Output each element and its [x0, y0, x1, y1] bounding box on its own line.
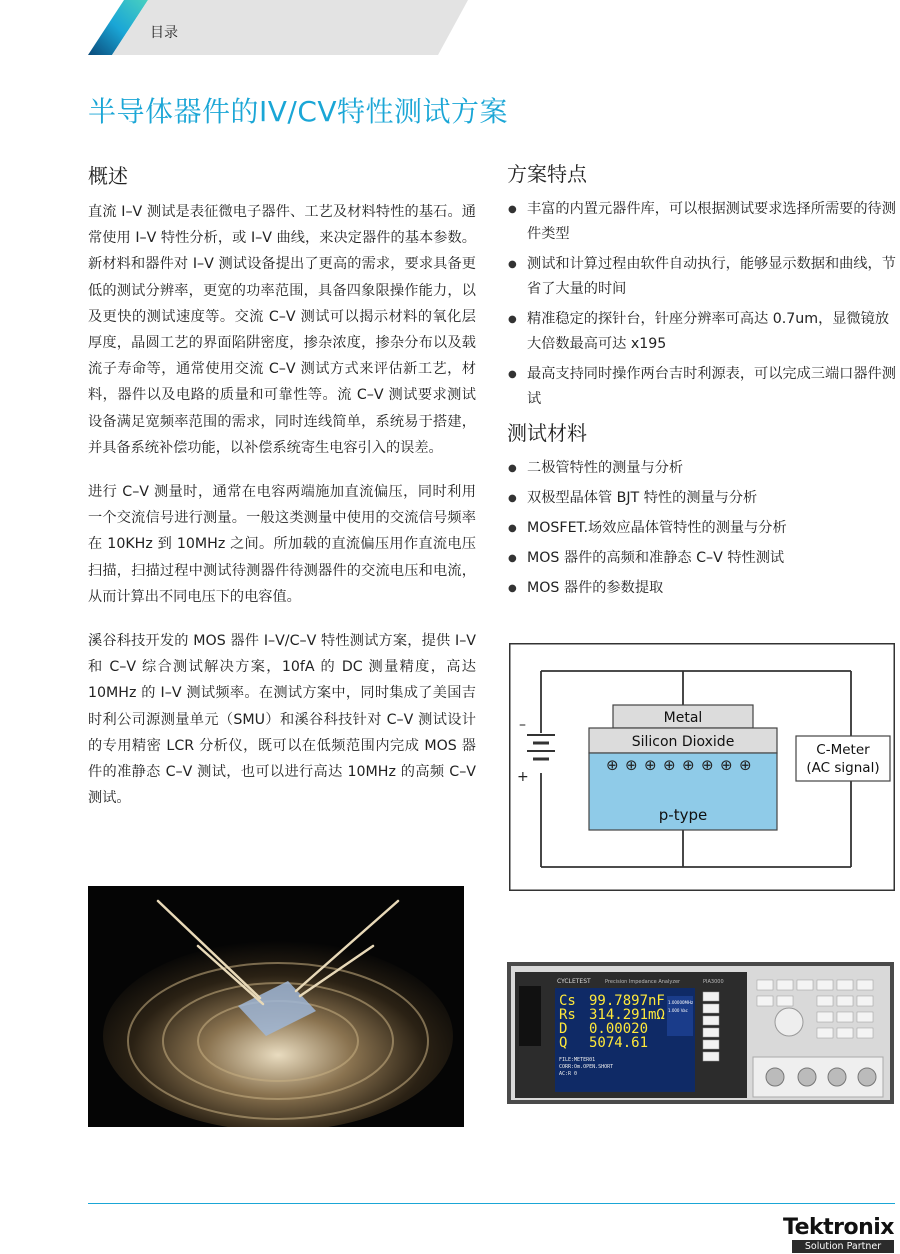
- header-label[interactable]: 目录: [150, 25, 178, 41]
- analyzer-illustration: [507, 962, 894, 1104]
- rs-label: Rs: [559, 1007, 576, 1023]
- footer-rule: [88, 1203, 895, 1204]
- metal-label: Metal: [663, 710, 703, 726]
- charge-icon: ⊕: [625, 756, 638, 774]
- list-item: ● MOSFET.场效应晶体管特性的测量与分析: [507, 516, 899, 541]
- status-line: AC:R 0: [559, 1071, 578, 1077]
- logo-subtitle: Solution Partner: [792, 1240, 894, 1253]
- list-item: ● 精准稳定的探针台，针座分辨率可高达 0.7um，显微镜放大倍数最高可达 x195: [507, 307, 899, 357]
- substrate-label: p-type: [658, 806, 708, 824]
- plus-sign: +: [517, 769, 529, 785]
- analyzer-brand: CYCLETEST: [557, 978, 591, 985]
- status-line: CORR:Om.OPEN.SHORT: [559, 1064, 614, 1070]
- status-line: FILE:METER01: [559, 1057, 596, 1063]
- charge-icon: ⊕: [663, 756, 676, 774]
- side-freq: 1.00000MHz: [668, 1000, 694, 1005]
- charge-icon: ⊕: [720, 756, 733, 774]
- right-column: [507, 158, 899, 606]
- c-meter-label: C-Meter: [816, 742, 870, 758]
- q-value: 5074.61: [589, 1035, 649, 1051]
- mos-cv-diagram: [509, 643, 895, 891]
- oxide-label: Silicon Dioxide: [631, 734, 735, 750]
- cs-value: 99.7897nF: [589, 993, 665, 1009]
- logo-name: Tektronix: [782, 1215, 894, 1240]
- d-label: D: [559, 1021, 568, 1037]
- minus-sign: –: [519, 717, 526, 733]
- list-item: ● 双极型晶体管 BJT 特性的测量与分析: [507, 486, 899, 511]
- header-band: [88, 0, 468, 55]
- charge-icon: ⊕: [606, 756, 619, 774]
- overview-paragraph-2: 进行 C–V 测量时，通常在电容两端施加直流偏压，同时利用一个交流信号进行测量。一般这类测量中使用的交流信号频率在 10KHz 到 10MHz 之间。所加载的直流偏压用作直流电压扫描，扫描过程中测试待测器件待测器件的交流电压和电流，从而计算出不同电压下的电容值。: [88, 484, 476, 605]
- list-item: ● 丰富的内置元器件库，可以根据测试要求选择所需要的待测件类型: [507, 197, 899, 247]
- side-volt: 1.000 Vac: [668, 1008, 688, 1013]
- analyzer-desc: Precision Impedance Analyzer: [605, 979, 681, 985]
- d-value: 0.00020: [589, 1021, 649, 1037]
- charge-icon: ⊕: [682, 756, 695, 774]
- rs-value: 314.291mΩ: [589, 1007, 665, 1023]
- probe-station-photo: [88, 886, 464, 1127]
- list-item: ● 二极管特性的测量与分析: [507, 456, 899, 481]
- features-list: [507, 197, 899, 412]
- list-item: ● 测试和计算过程由软件自动执行，能够显示数据和曲线，节省了大量的时间: [507, 252, 899, 302]
- list-item: ● MOS 器件的高频和准静态 C–V 特性测试: [507, 546, 899, 571]
- overview-heading: 概述: [88, 164, 128, 188]
- materials-list: [507, 456, 899, 601]
- tektronix-logo: [774, 1215, 894, 1253]
- overview-paragraph-1: 直流 I–V 测试是表征微电子器件、工艺及材料特性的基石。通常使用 I–V 特性分析，或 I–V 曲线，来决定器件的基本参数。新材料和器件对 I–V 测试设备提出了更高的需求，要求具备更低的测试分辨率，更宽的功率范围，具备四象限操作能力，以及更快的测试速度等。交流 C–V 测试可以揭示材料的氧化层厚度，晶圆工艺的界面陷阱密度，掺杂浓度，掺杂分布以及载流子寿命等，通常使用交流 C–V 测试方式来评估新工艺，材料，器件以及电路的质量和可靠性等。流 C–V 测试要求测试设备满足宽频率范围的需求，同时连线简单，系统易于搭建，并具备系统补偿功能，以补偿系统寄生电容引入的误差。: [88, 204, 476, 456]
- overview-paragraph-3: 溪谷科技开发的 MOS 器件 I–V/C–V 特性测试方案，提供 I–V 和 C–V 综合测试解决方案，10fA 的 DC 测量精度，高达 10MHz 的 I–V 测试频率。在测试方案中，同时集成了美国吉时利公司源测量单元（SMU）和溪谷科技针对 C–V 测试设计的专用精密 LCR 分析仪，既可以在低频范围内完成 MOS 器件的准静态 C–V 测试，也可以进行高达 10MHz 的高频 C–V 测试。: [88, 633, 476, 807]
- overview-section: [88, 160, 476, 829]
- page-title: 半导体器件的IV/CV特性测试方案: [88, 95, 509, 128]
- charge-icon: ⊕: [644, 756, 657, 774]
- list-item: ● MOS 器件的参数提取: [507, 576, 899, 601]
- cs-label: Cs: [559, 993, 576, 1009]
- materials-heading: 测试材料: [507, 421, 587, 445]
- features-heading: 方案特点: [507, 162, 587, 186]
- analyzer-model: PIA3000: [703, 979, 724, 985]
- q-label: Q: [559, 1035, 568, 1051]
- list-item: ● 最高支持同时操作两台吉时利源表，可以完成三端口器件测试: [507, 362, 899, 412]
- charge-icon: ⊕: [739, 756, 752, 774]
- c-meter-sublabel: (AC signal): [806, 760, 880, 776]
- impedance-analyzer-photo: [507, 962, 894, 1104]
- charge-icon: ⊕: [701, 756, 714, 774]
